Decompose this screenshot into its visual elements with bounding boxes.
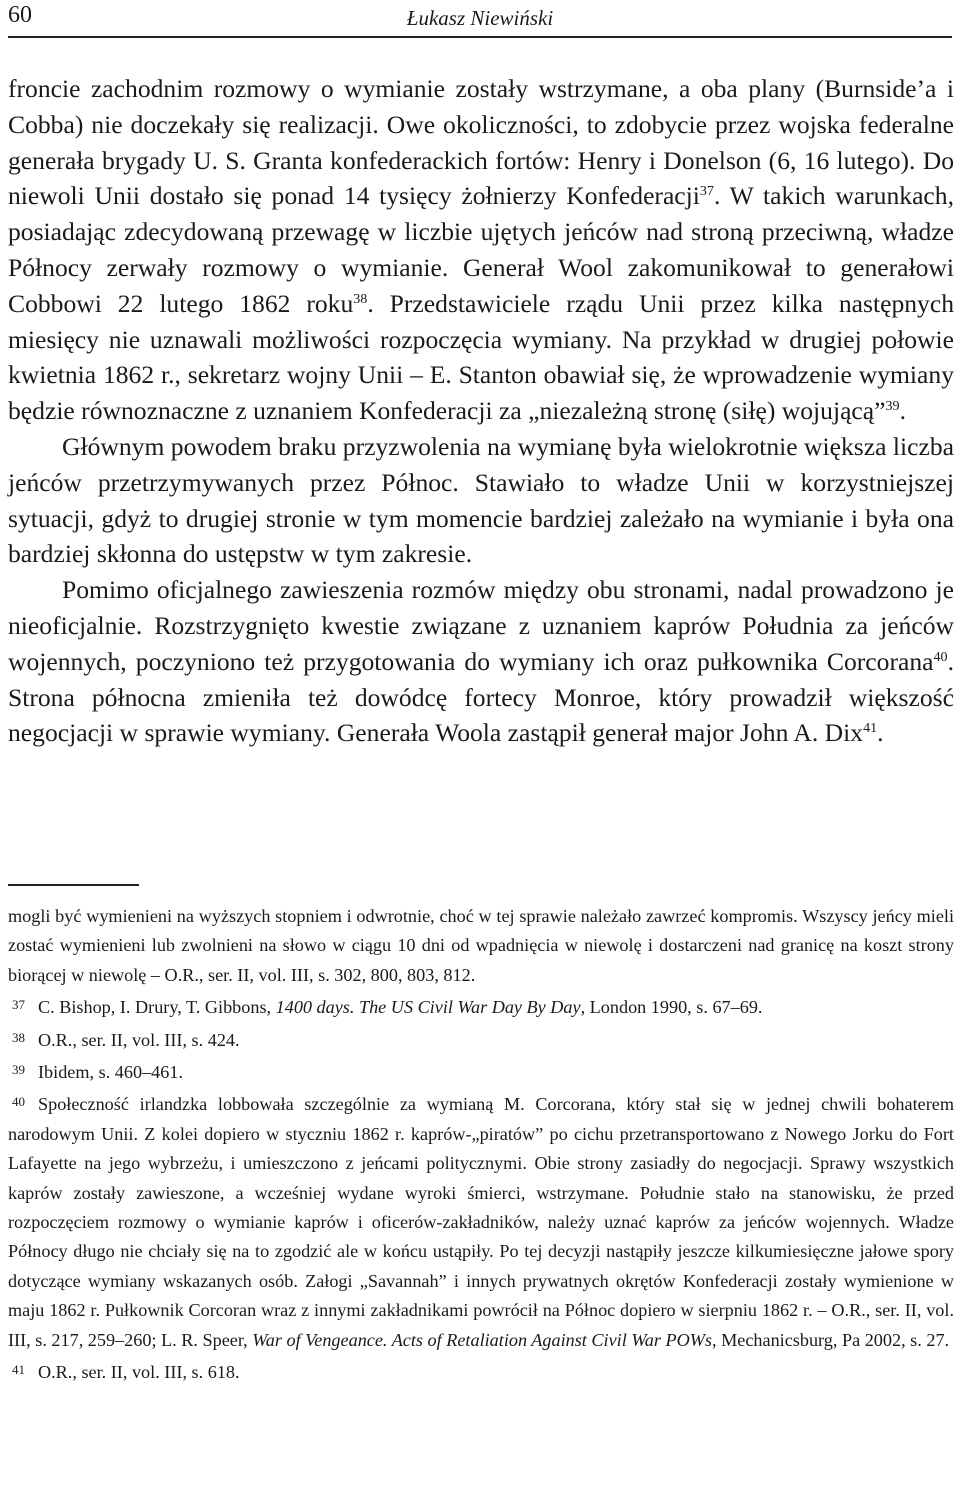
- footnote-text: O.R., ser. II, vol. III, s. 618.: [38, 1362, 240, 1383]
- page-number: 60: [8, 2, 32, 28]
- page-header: [8, 0, 952, 38]
- footnote-number: 39: [12, 1062, 25, 1078]
- paragraph-1-text-b: . W takich warunkach, posiadając zdecydowaną przewagę w liczbie ujętych jeńców nad stroną przeciwną, władze Północy zerwały rozmowy o wymianie. Generał Wool zakomunikował to generałowi Cobbowi 22 lutego 1862 roku: [8, 181, 954, 318]
- footnote-ref-40: 40: [933, 648, 948, 665]
- footnote-separator: [8, 884, 139, 886]
- paragraph-1-text-c: . Przedstawiciele rządu Unii przez kilka następnych miesięcy nie uznawali możliwości rozpoczęcia wymiany. Na przykład w drugiej połowie kwietnia 1862 r., sekretarz wojny Unii – E. Stanton obawiał się, że wprowadzenie wymiany będzie równoznaczne z uznaniem Konfederacji za „niezależną stronę (siłę) wojującą”: [8, 288, 954, 426]
- footnote-ref-39: 39: [885, 398, 900, 415]
- paragraph-3-text-a: Pomimo oficjalnego zawieszenia rozmów między obu stronami, nadal prowadzono je nieoficjalnie. Rozstrzygnięto kwestie związane z uznaniem kaprów Południa za jeńców wojennych, poczyniono też przygotowania do wymiany ich oraz pułkownika Corcorana: [8, 575, 954, 676]
- footnote-ref-37: 37: [699, 183, 714, 200]
- footnote-text: Ibidem, s. 460–461.: [38, 1062, 183, 1083]
- running-head-author: Łukasz Niewiński: [406, 6, 554, 30]
- footnote-text: , London 1990, s. 67–69.: [580, 997, 763, 1018]
- paragraph-1: [8, 71, 954, 429]
- footnote-number: 40: [12, 1094, 25, 1110]
- paragraph-1-text-d: .: [899, 396, 906, 426]
- footnote-40: [8, 1087, 954, 1355]
- footnote-title: 1400 days. The US Civil War Day By Day: [275, 997, 581, 1018]
- paragraph-2: Głównym powodem braku przyzwolenia na wymianę była wielokrotnie większa liczba jeńców przetrzymywanych przez Północ. Stawiało to władze Unii w korzystniejszej sytuacji, gdyż to drugiej stronie w tym momencie bardziej zależało na wymianie i była ona bardziej skłonna do ustępstw w tym zakresie.: [8, 431, 954, 569]
- footnote-text: C. Bishop, I. Drury, T. Gibbons,: [38, 997, 276, 1018]
- paragraph-3: [8, 572, 954, 751]
- footnote-continued: mogli być wymienieni na wyższych stopniem i odwrotnie, choć w tej sprawie należało zawrzeć kompromis. Wszyscy jeńcy mieli zostać wymienieni lub zwolnieni na słowo w ciągu 10 dni od wpadnięcia w niewolę i dostarczeni nad granicę na koszt strony biorącej w niewolę – O.R., ser. II, vol. III, s. 302, 800, 803, 812.: [8, 906, 954, 985]
- footnote-41: [8, 1355, 954, 1387]
- footnote-title: War of Vengeance. Acts of Retaliation Against Civil War POWs: [252, 1329, 712, 1350]
- footnote-ref-41: 41: [863, 720, 878, 737]
- main-text: [8, 71, 954, 751]
- footnote-number: 37: [12, 997, 25, 1013]
- footnote-text: Społeczność irlandzka lobbowała szczególnie za wymianą M. Corcorana, który stał się w jednej chwili bohaterem narodowym Unii. Z kolei dopiero w styczniu 1862 r. kaprów-„piratów” po cichu przetransportowano z Nowego Jorku do Fort Lafayette na jego wybrzeżu, i umieszczono z jeńcami politycznymi. Obie strony zasiadły do negocjacji. Sprawy wszystkich kaprów zostały zawieszone, a wcześniej wydane wyroki śmierci, wstrzymane. Południe stało na stanowisku, że przed rozpoczęciem rozmowy o wymianie kaprów i oficerów-zakładników, należy uznać kaprów za jeńców wojennych. Władze Północy długo nie chciały się na to zgodzić ale w końcu ustąpiły. Po tej decyzji nastąpiły jeszcze kilkumiesięczne jałowe spory dotyczące wymiany wskazanych osób. Załogi „Savannah” i innych prywatnych okrętów Konfederacji zostały wymienione w maju 1862 r. Pułkownik Corcoran wraz z innymi zakładnikami powrócił na Północ dopiero w sierpniu 1862 r. – O.R., ser. II, vol. III, s. 217, 259–260; L. R. Speer,: [8, 1094, 954, 1350]
- paragraph-3-text-b: . Strona północna zmieniła też dowódcę fortecy Monroe, który prowadził większość negocjacji w sprawie wymiany. Generała Woola zastąpił generał major John A. Dix: [8, 646, 954, 748]
- footnote-text: O.R., ser. II, vol. III, s. 424.: [38, 1029, 240, 1050]
- footnote-39: [8, 1055, 954, 1087]
- footnote-number: 38: [12, 1029, 25, 1045]
- footnote-ref-38: 38: [353, 290, 368, 307]
- paragraph-1-text-a: froncie zachodnim rozmowy o wymianie zostały wstrzymane, a oba plany (Burnside’a i Cobba) nie doczekały się realizacji. Owe okoliczności, to zdobycie przez wojska federalne generała brygady U. S. Granta konfederackich fortów: Henry i Donelson (6, 16 lutego). Do niewoli Unii dostało się ponad 14 tysięcy żołnierzy Konfederacji: [8, 74, 954, 211]
- footnotes: [8, 902, 954, 1388]
- footnote-number: 41: [12, 1362, 25, 1378]
- footnote-37: [8, 990, 954, 1022]
- footnote-text: , Mechanicsburg, Pa 2002, s. 27.: [712, 1329, 950, 1350]
- footnote-38: [8, 1023, 954, 1055]
- paragraph-3-text-c: .: [877, 718, 884, 748]
